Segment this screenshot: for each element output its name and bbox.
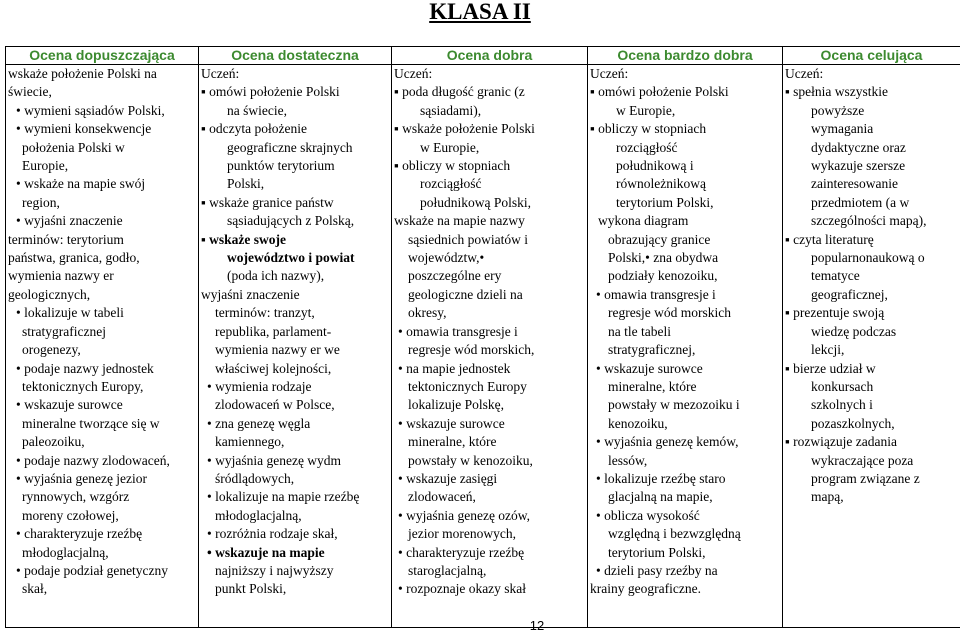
text-line: południkową Polski,	[420, 194, 532, 210]
text-line: • wskazuje na mapie	[207, 544, 325, 560]
text-line: wiedzę podczas	[811, 323, 897, 339]
text-line: region,	[22, 194, 60, 210]
text-line: konkursach	[811, 378, 874, 394]
text-line: dydaktyczne oraz	[811, 139, 906, 155]
text-line: punkt Polski,	[215, 581, 287, 597]
text-line: najniższy i najwyższy	[215, 562, 334, 578]
text-line: Uczeń:	[201, 66, 240, 81]
page-title: KLASA II	[429, 0, 531, 24]
text-line: • wyjaśnia genezę jezior	[16, 470, 148, 486]
text-line: • podaje podział genetyczny	[16, 562, 169, 578]
column-celujaca	[783, 65, 960, 628]
text-line: krainy geograficzne.	[590, 581, 701, 597]
text-line: wskaże położenie Polski na	[8, 66, 157, 81]
text-line: Uczeń:	[785, 66, 824, 81]
text-line: powstały w kenozoiku,	[408, 452, 533, 468]
text-line: • wskazuje surowce	[398, 415, 505, 431]
text-line: punktów terytorium	[227, 158, 335, 174]
text-line: wykazuje szersze	[811, 158, 906, 174]
text-line: ▪ prezentuje swoją	[785, 305, 885, 321]
text-line: sąsiadami),	[420, 102, 482, 118]
text-line: ▪ rozwiązuje zadania	[785, 434, 897, 450]
text-line: ▪ omówi położenie Polski	[590, 84, 729, 100]
content-row	[6, 65, 960, 628]
text-line: • lokalizuje na mapie rzeźbę	[207, 489, 360, 505]
text-line: ▪ wskaże granice państw	[201, 194, 334, 210]
text-line: • zna genezę węgla	[207, 415, 311, 431]
text-line: • charakteryzuje rzeźbę	[398, 544, 525, 560]
text-line: położenia Polski w	[22, 139, 125, 155]
text-line: szczególności mapą),	[811, 213, 927, 229]
text-line: rynnowych, wzgórz	[22, 489, 130, 505]
text-line: geograficzne skrajnych	[227, 139, 353, 155]
column-bardzo-dobra	[588, 65, 783, 628]
text-line: szkolnych i	[811, 397, 873, 413]
text-line: republika, parlament-	[215, 323, 332, 339]
column-dobra	[392, 65, 588, 628]
text-line: terytorium Polski,	[608, 544, 706, 560]
text-line: mapą,	[811, 489, 844, 505]
text-line: mineralne, które	[408, 434, 497, 450]
text-line: na tle tabeli	[608, 323, 671, 339]
text-line: wymienia nazwy er we	[215, 342, 340, 358]
text-line: wskaże na mapie nazwy	[394, 213, 525, 229]
text-line: glacjalną na mapie,	[608, 489, 713, 505]
text-line: podziały kenozoiku,	[608, 268, 718, 284]
text-line: wykona diagram	[598, 213, 689, 229]
text-line: pozaszkolnych,	[811, 415, 895, 431]
text-line: • rozpoznaje okazy skał	[398, 581, 527, 597]
column-dostateczna	[199, 65, 392, 628]
text-line: sąsiednich powiatów i	[408, 231, 528, 247]
text-line: (poda ich nazwy),	[227, 268, 325, 284]
text-line: orogenezy,	[22, 342, 81, 358]
text-line: geograficznej,	[811, 286, 888, 302]
text-line: południkową i	[616, 158, 694, 174]
text-line: Uczeń:	[590, 66, 629, 81]
text-line: świecie,	[8, 84, 52, 100]
text-line: zlodowaceń,	[408, 489, 476, 505]
text-line: tematyce	[811, 268, 860, 284]
text-line: • wyjaśnia genezę kemów,	[596, 434, 739, 450]
requirements-table	[5, 46, 960, 628]
text-line: staroglacjalną,	[408, 562, 487, 578]
text-line: • wymieni konsekwencje	[16, 121, 152, 137]
text-line: równoleżnikową	[616, 176, 706, 192]
text-line: skał,	[22, 581, 48, 597]
text-line: ▪ wskaże swoje	[201, 231, 287, 247]
text-line: • omawia transgresje i	[398, 323, 518, 339]
text-line: tektonicznych Europy	[408, 378, 527, 394]
text-line: lessów,	[608, 452, 648, 468]
text-line: ▪ omówi położenie Polski	[201, 84, 340, 100]
text-line: program związane z	[811, 470, 920, 486]
text-line: • wskazuje zasięgi	[398, 470, 498, 486]
text-line: powyższe	[811, 102, 865, 118]
text-line: ▪ odczyta położenie	[201, 121, 307, 137]
page-number: 12	[529, 618, 545, 633]
text-line: względną i bezwzględną	[608, 526, 741, 542]
text-line: geologicznych,	[8, 286, 91, 302]
text-line: stratygraficznej,	[608, 342, 696, 358]
text-line: wyjaśni znaczenie	[201, 286, 300, 302]
text-line: paleozoiku,	[22, 434, 85, 450]
text-line: rozciągłość	[420, 176, 482, 192]
text-line: • charakteryzuje rzeźbę	[16, 526, 143, 542]
text-line: jezior morenowych,	[408, 526, 516, 542]
text-line: tektonicznych Europy,	[22, 378, 144, 394]
text-line: • lokalizuje w tabeli	[16, 305, 124, 321]
heading-dopuszczajaca: Ocena dopuszczająca	[6, 47, 199, 65]
text-line: rozciągłość	[616, 139, 678, 155]
text-line: województw,•	[408, 250, 485, 266]
text-line: geologiczne dzieli na	[408, 286, 523, 302]
heading-bardzo-dobra: Ocena bardzo dobra	[588, 47, 783, 65]
text-line: młodoglacjalną,	[215, 507, 302, 523]
text-line: • wskazuje surowce	[16, 397, 123, 413]
text-line: • wskazuje surowce	[596, 360, 703, 376]
text-line: kenozoiku,	[608, 415, 668, 431]
text-line: • wyjaśni znaczenie	[16, 213, 123, 229]
text-line: ▪ czyta literaturę	[785, 231, 874, 247]
text-line: poszczególne ery	[408, 268, 502, 284]
text-line: Polski,• zna obydwa	[608, 250, 719, 266]
text-line: • omawia transgresje i	[596, 286, 716, 302]
text-line: w Europie,	[420, 139, 480, 155]
text-line: • rozróżnia rodzaje skał,	[207, 526, 338, 542]
text-line: kamiennego,	[215, 434, 285, 450]
text-line: • wyjaśnia genezę ozów,	[398, 507, 531, 523]
text-line: terytorium Polski,	[616, 194, 714, 210]
text-line: ▪ wskaże położenie Polski	[394, 121, 535, 137]
text-line: stratygraficznej	[22, 323, 106, 339]
text-line: • wymieni sąsiadów Polski,	[16, 102, 165, 118]
header-row	[6, 47, 960, 65]
text-line: państwa, granica, godło,	[8, 250, 140, 266]
text-line: • wyjaśnia genezę wydm	[207, 452, 342, 468]
text-line: • wskaże na mapie swój	[16, 176, 146, 192]
text-line: Uczeń:	[394, 66, 433, 81]
text-line: • podaje nazwy zlodowaceń,	[16, 452, 170, 468]
text-line: województwo i powiat	[227, 250, 355, 266]
text-line: okresy,	[408, 305, 447, 321]
text-line: terminów: terytorium	[8, 231, 124, 247]
text-line: wykraczające poza	[811, 452, 914, 468]
text-line: moreny czołowej,	[22, 507, 119, 523]
text-line: • lokalizuje rzeźbę staro	[596, 470, 726, 486]
heading-celujaca: Ocena celująca	[783, 47, 960, 65]
text-line: • wymienia rodzaje	[207, 378, 312, 394]
text-line: ▪ obliczy w stopniach	[394, 158, 511, 174]
text-line: wymienia nazwy er	[8, 268, 114, 284]
text-line: • oblicza wysokość	[596, 507, 700, 523]
text-line: na świecie,	[227, 102, 287, 118]
text-line: ▪ bierze udział w	[785, 360, 876, 376]
text-line: śródlądowych,	[215, 470, 295, 486]
text-line: Polski,	[227, 176, 265, 192]
text-line: ▪ spełnia wszystkie	[785, 84, 889, 100]
text-line: regresje wód morskich	[608, 305, 731, 321]
text-line: regresje wód morskich,	[408, 342, 535, 358]
text-line: • na mapie jednostek	[398, 360, 511, 376]
text-line: ▪ poda długość granic (z	[394, 84, 525, 100]
text-line: ▪ obliczy w stopniach	[590, 121, 707, 137]
text-line: terminów: tranzyt,	[215, 305, 315, 321]
text-line: właściwej kolejności,	[215, 360, 332, 376]
text-line: popularnonaukową o	[811, 250, 925, 266]
text-line: wymagania	[811, 121, 874, 137]
text-line: mineralne tworzące się w	[22, 415, 160, 431]
column-dopuszczajaca	[6, 65, 199, 628]
text-line: • podaje nazwy jednostek	[16, 360, 154, 376]
heading-dobra: Ocena dobra	[392, 47, 588, 65]
text-line: przedmiotem (a w	[811, 194, 910, 210]
text-line: zlodowaceń w Polsce,	[215, 397, 335, 413]
text-line: lokalizuje Polskę,	[408, 397, 504, 413]
text-line: lekcji,	[811, 342, 845, 358]
heading-dostateczna: Ocena dostateczna	[199, 47, 392, 65]
text-line: zainteresowanie	[811, 176, 898, 192]
text-line: obrazujący granice	[608, 231, 711, 247]
text-line: młodoglacjalną,	[22, 544, 109, 560]
text-line: sąsiadujących z Polską,	[227, 213, 355, 229]
text-line: • dzieli pasy rzeźby na	[596, 562, 718, 578]
text-line: w Europie,	[616, 102, 676, 118]
text-line: Europie,	[22, 158, 69, 174]
text-line: powstały w mezozoiku i	[608, 397, 740, 413]
text-line: mineralne, które	[608, 378, 697, 394]
